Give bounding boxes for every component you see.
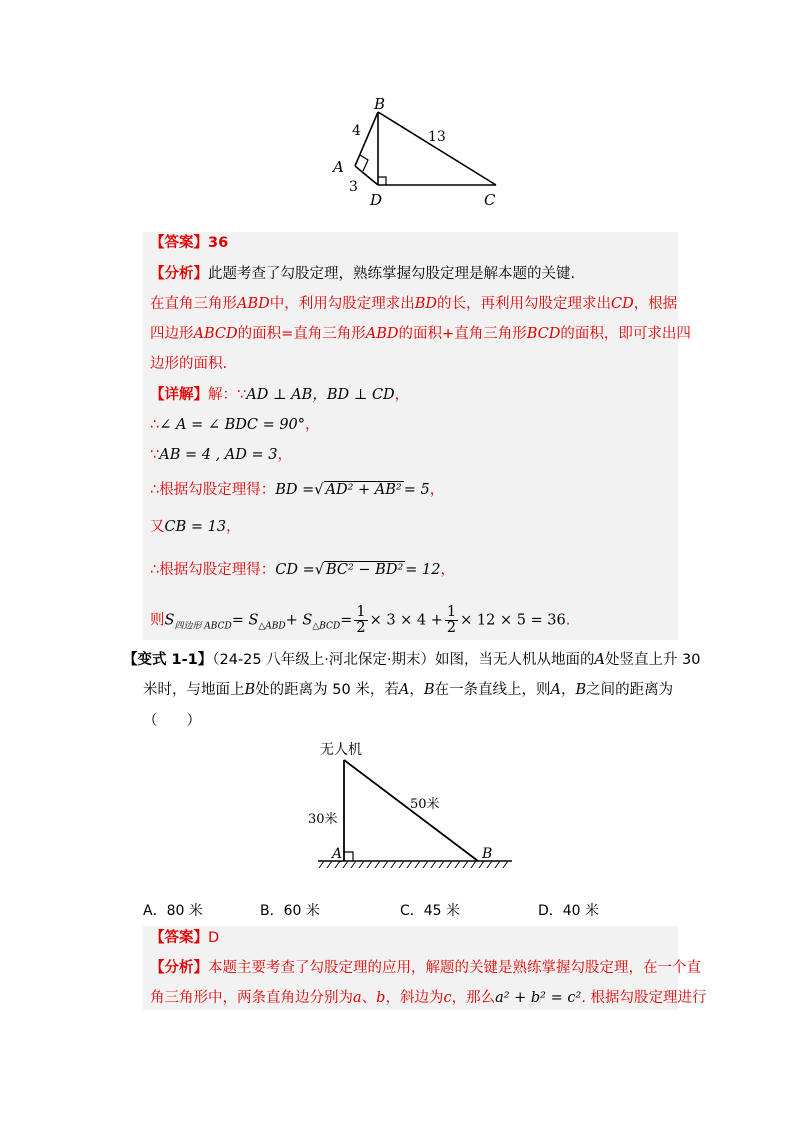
label-d: D [370, 191, 383, 209]
text: ，那么 [451, 990, 496, 1006]
text: ， [560, 682, 576, 698]
text: 如图，当无人机从地面的 [434, 652, 595, 668]
question-line-1 [123, 650, 701, 670]
length-bc: 13 [428, 129, 446, 145]
detail-step-2 [150, 415, 320, 435]
text: 、 [361, 990, 377, 1006]
text: 之间的距离为 [586, 682, 674, 698]
math: = S [231, 612, 259, 629]
label-b: B [482, 846, 493, 862]
analysis2-text: 本题主要考查了勾股定理的应用，解题的关键是熟练掌握勾股定理，在一个直 [208, 960, 701, 976]
text: ， [440, 562, 455, 578]
length-ad: 3 [349, 179, 358, 195]
answer-line [150, 233, 228, 253]
text: 角三角形中，两条直角边分别为 [150, 990, 353, 1006]
math: AB = 4 , AD = 3 [159, 447, 278, 463]
hyp-length-label: 50米 [410, 797, 440, 812]
analysis-line [150, 264, 575, 284]
math: = [340, 612, 353, 629]
vertical-length-label: 30米 [308, 812, 338, 827]
question-line-2 [143, 680, 673, 700]
math: ∠ A = ∠ BDC = 90° [159, 417, 306, 433]
answer-label: 【答案】 [150, 235, 208, 251]
text: . [565, 612, 571, 629]
fraction-half: $\frac{1}{2}$ [446, 604, 457, 636]
drone-label: 无人机 [320, 742, 362, 758]
detail-step-5 [150, 517, 241, 537]
text: ， [226, 519, 241, 535]
text: ∵ [150, 447, 160, 463]
text: 处的距离为 50 米，若 [255, 682, 399, 698]
analysis-label: 【分析】 [150, 266, 208, 282]
text: ， [409, 682, 424, 698]
text: 解：∵ [208, 387, 247, 403]
subscript: 四边形 ABCD [174, 621, 232, 632]
text: 的面积+直角三角形 [398, 326, 527, 342]
text: 处竖直上升 30 [604, 652, 701, 668]
right-angle-d [378, 177, 386, 185]
math: AD ⊥ AB，BD ⊥ CD [246, 387, 395, 403]
text: ， [429, 482, 445, 498]
choice-d[interactable]: D．40 米 [538, 903, 600, 919]
text: 的面积，即可求出四 [560, 326, 691, 342]
math: CD [611, 296, 634, 312]
math: × 3 × 4 + [369, 612, 443, 629]
text: 中，利用勾股定理求出 [269, 296, 415, 312]
label-a: A [332, 846, 343, 862]
choice-a[interactable]: A．80 米 [143, 903, 203, 919]
answer-value: 36 [208, 235, 229, 251]
math: c [443, 990, 452, 1006]
text: ， [394, 387, 410, 403]
ground-hatch [319, 861, 508, 868]
text: 则 [150, 612, 165, 629]
text: ，根据 [633, 296, 678, 312]
math: CB = 13 [164, 519, 227, 535]
detail-step-4: ∴根据勾股定理得：BD =√ AD² + AB² = 5， [150, 482, 445, 498]
answer2-value: D [208, 930, 220, 946]
text: ， [305, 417, 320, 433]
fraction-half: $\frac{1}{2}$ [356, 604, 366, 636]
edge-ab [355, 112, 378, 166]
choice-b[interactable]: B．60 米 [260, 903, 320, 919]
math: B [244, 682, 256, 698]
analysis2-label: 【分析】 [150, 960, 208, 976]
drone-figure [300, 738, 520, 870]
detail-step-3 [150, 445, 292, 465]
text: 的长，再利用勾股定理求出 [437, 296, 612, 312]
math: BD = [275, 482, 315, 498]
question-label: 【变式 1-1】 [123, 652, 213, 668]
edge-ad [355, 166, 378, 185]
detail-label: 【详解】 [150, 387, 208, 403]
text: 米时，与地面上 [143, 682, 245, 698]
math: ABCD [193, 326, 238, 342]
detail-step-1 [150, 385, 409, 405]
text: 四边形 [150, 326, 194, 342]
math: B [575, 682, 587, 698]
math: + S [285, 612, 313, 629]
answer2-label: 【答案】 [150, 930, 208, 946]
math: A [398, 682, 410, 698]
analysis2-line-2 [150, 988, 707, 1008]
analysis2-line [150, 958, 701, 978]
length-ab: 4 [352, 123, 361, 139]
analysis-text: 此题考查了勾股定理，熟练掌握勾股定理是解本题的关键. [208, 266, 576, 282]
math: × 12 × 5 = 36 [460, 612, 566, 629]
text: 在一条直线上，则 [434, 682, 551, 698]
question-source: （24-25 八年级上·河北保定·期末） [212, 652, 435, 668]
math: ABD [365, 326, 399, 342]
text: . 根据勾股定理进行 [581, 990, 707, 1006]
text: 在直角三角形 [150, 296, 237, 312]
text: ∴ [150, 417, 160, 433]
label-b: B [374, 95, 386, 113]
text: ， [277, 447, 292, 463]
math: S [164, 612, 175, 629]
analysis-line-2 [150, 294, 677, 314]
math: a [353, 990, 362, 1006]
label-c: C [484, 191, 496, 209]
math: = 12 [405, 562, 441, 578]
text: ，斜边为 [385, 990, 444, 1006]
math: a² + b² = c² [495, 990, 582, 1006]
math: BD [414, 296, 438, 312]
text: ∴根据勾股定理得： [150, 482, 276, 498]
text: 的面积=直角三角形 [237, 326, 366, 342]
text: ∴根据勾股定理得： [150, 562, 276, 578]
detail-step-6: ∴根据勾股定理得：CD =√ BC² − BD² = 12， [150, 562, 455, 578]
label-a: A [333, 158, 344, 176]
analysis-line-4: 边形的面积. [150, 356, 228, 372]
text: 又 [150, 519, 165, 535]
right-angle-a [360, 155, 368, 171]
question-line-3: （ ） [143, 713, 201, 729]
radicand: BC² − BD² [325, 562, 404, 578]
answer2-line [150, 928, 219, 948]
math: CD = [275, 562, 315, 578]
math: ABD [237, 296, 270, 312]
triangle-figure [320, 92, 510, 212]
math: b [376, 990, 386, 1006]
math: A [594, 652, 605, 668]
detail-step-7 [150, 605, 570, 641]
math: A [550, 682, 561, 698]
subscript: △ABD [258, 621, 286, 632]
subscript: △BCD [312, 621, 341, 632]
radicand: AD² + AB² [325, 482, 402, 498]
math: B [423, 682, 435, 698]
analysis-line-3 [150, 324, 691, 344]
right-angle-mark [344, 852, 353, 861]
choice-c[interactable]: C．45 米 [400, 903, 461, 919]
math: = 5 [403, 482, 430, 498]
edge-bc [378, 112, 496, 185]
math: BCD [526, 326, 561, 342]
